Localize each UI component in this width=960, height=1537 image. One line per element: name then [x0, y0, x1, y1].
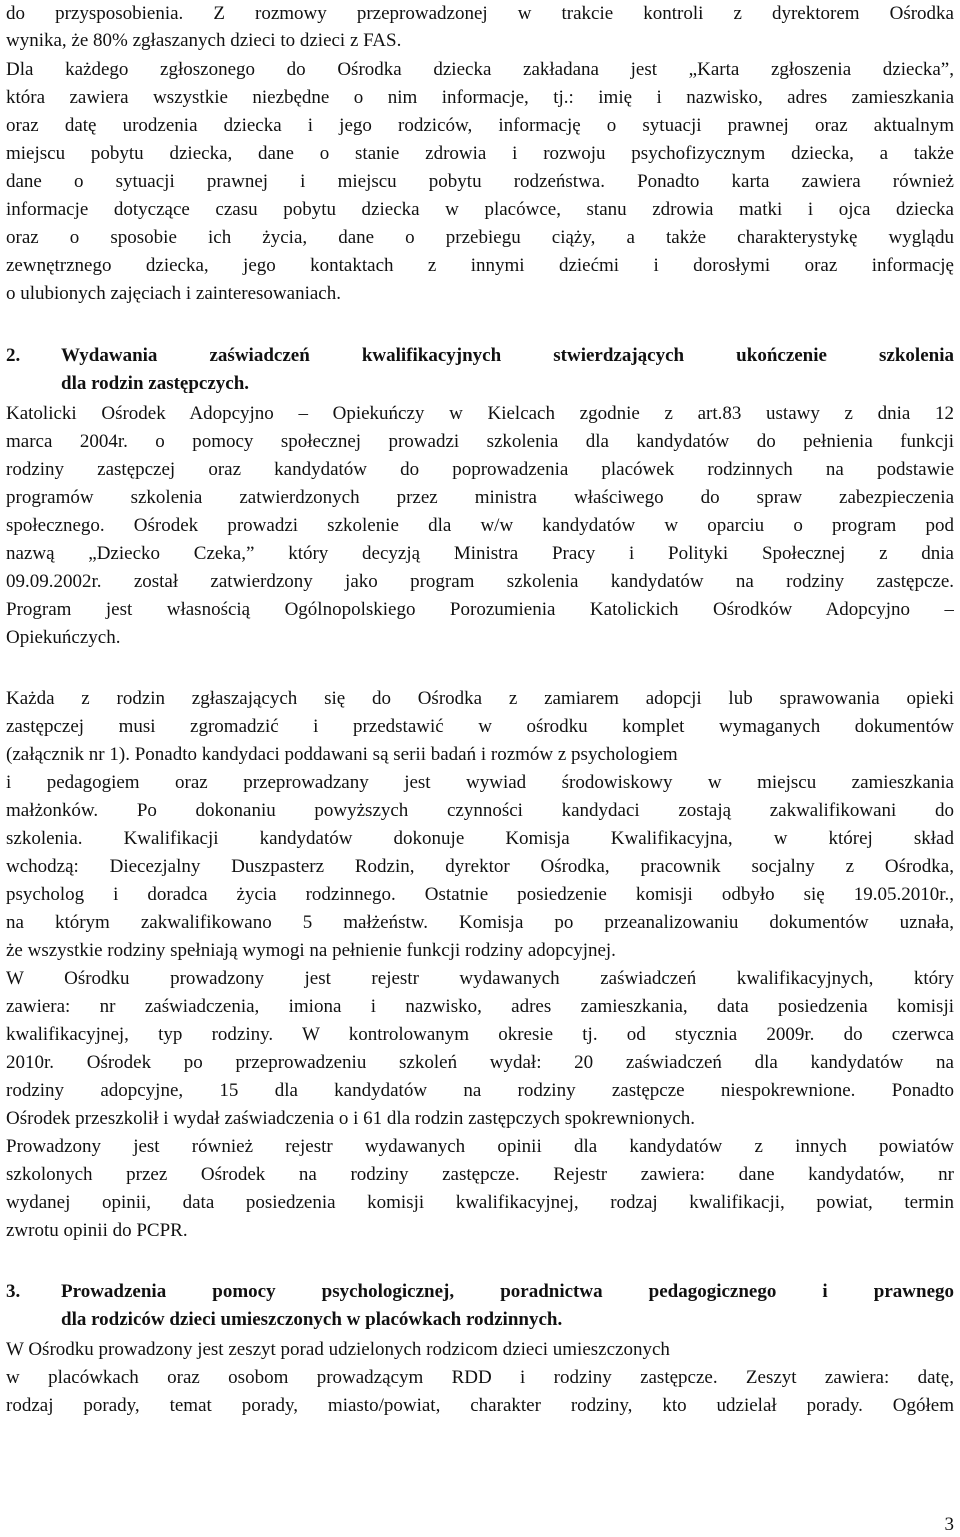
- text-line: i pedagogiem oraz przeprowadzany jest wywiad środowiskowy w miejscu zamieszkania: [6, 772, 954, 793]
- text-line: W Ośrodku prowadzony jest zeszyt porad udzielonych rodzicom dzieci umieszczonych: [6, 1339, 670, 1360]
- text-line: Prowadzony jest również rejestr wydawanych opinii dla kandydatów z innych powiatów: [6, 1136, 954, 1157]
- text-line: 09.09.2002r. został zatwierdzony jako program szkolenia kandydatów na rodziny zastępcze.: [6, 571, 954, 592]
- text-line: małżonków. Po dokonaniu powyższych czynności kandydaci zostają zakwalifikowani do: [6, 800, 954, 821]
- text-line: zawiera: nr zaświadczenia, imiona i nazwisko, adres zamieszkania, data posiedzenia komisji: [6, 996, 954, 1017]
- text-line: szkolonych przez Ośrodek na rodziny zastępcze. Rejestr zawiera: dane kandydatów, nr: [6, 1164, 954, 1185]
- text-line: kwalifikacyjnej, typ rodziny. W kontrolowanym okresie tj. od stycznia 2009r. do czerwca: [6, 1024, 954, 1045]
- text-line: dane o sytuacji prawnej i miejscu pobytu rodzeństwa. Ponadto karta zawiera również: [6, 171, 954, 192]
- text-line: Dla każdego zgłoszonego do Ośrodka dziecka zakładana jest „Karta zgłoszenia dziecka”,: [6, 59, 954, 80]
- text-line: (załącznik nr 1). Ponadto kandydaci poddawani są serii badań i rozmów z psychologiem: [6, 744, 678, 765]
- text-line: Katolicki Ośrodek Adopcyjno – Opiekuńczy w Kielcach zgodnie z art.83 ustawy z dnia 12: [6, 403, 954, 424]
- text-line: zewnętrznego dziecka, jego kontaktach z innymi dziećmi i dorosłymi oraz informację: [6, 255, 954, 276]
- text-line: wchodzą: Diecezjalny Duszpasterz Rodzin, dyrektor Ośrodka, pracownik socjalny z Ośrodka,: [6, 856, 954, 877]
- section-heading: Prowadzenia pomocy psychologicznej, poradnictwa pedagogicznego i prawnego: [61, 1281, 954, 1302]
- text-line: informacje dotyczące czasu pobytu dziecka w placówce, stanu zdrowia matki i ojca dziecka: [6, 199, 954, 220]
- text-line: która zawiera wszystkie niezbędne o nim informacje, tj.: imię i nazwisko, adres zamieszkania: [6, 87, 954, 108]
- text-line: w placówkach oraz osobom prowadzącym RDD i rodziny zastępcze. Zeszyt zawiera: datę,: [6, 1367, 954, 1388]
- text-line: społecznego. Ośrodek prowadzi szkolenie dla w/w kandydatów w oparciu o program pod: [6, 515, 954, 536]
- text-line: nazwą „Dziecko Czeka,” który decyzją Ministra Pracy i Polityki Społecznej z dnia: [6, 543, 954, 564]
- text-line: 2010r. Ośrodek po przeprowadzeniu szkoleń wydał: 20 zaświadczeń dla kandydatów na: [6, 1052, 954, 1073]
- text-line: zwrotu opinii do PCPR.: [6, 1220, 188, 1241]
- text-line: rodzaj porady, temat porady, miasto/powiat, charakter rodziny, kto udzielał porady. Ogółem: [6, 1395, 954, 1416]
- text-line: wynika, że 80% zgłaszanych dzieci to dzieci z FAS.: [6, 30, 402, 51]
- text-line: Każda z rodzin zgłaszających się do Ośrodka z zamiarem adopcji lub sprawowania opieki: [6, 688, 954, 709]
- text-line: W Ośrodku prowadzony jest rejestr wydawanych zaświadczeń kwalifikacyjnych, który: [6, 968, 954, 989]
- text-line: wydanej opinii, data posiedzenia komisji kwalifikacyjnej, rodzaj kwalifikacji, powiat, termin: [6, 1192, 954, 1213]
- text-line: miejscu pobytu dziecka, dane o stanie zdrowia i rozwoju psychofizycznym dziecka, a także: [6, 143, 954, 164]
- section-heading: dla rodzin zastępczych.: [61, 373, 250, 394]
- text-line: Opiekuńczych.: [6, 627, 121, 648]
- text-line: oraz o sposobie ich życia, dane o przebiegu ciąży, a także charakterystykę wyglądu: [6, 227, 954, 248]
- text-line: na którym zakwalifikowano 5 małżeństw. Komisja po przeanalizowaniu dokumentów uznała,: [6, 912, 954, 933]
- text-line: o ulubionych zajęciach i zainteresowaniach.: [6, 283, 341, 304]
- section-number: 2.: [6, 345, 21, 366]
- page-number: 3: [944, 1514, 954, 1535]
- text-line: rodziny zastępczej oraz kandydatów do poprowadzenia placówek rodzinnych na podstawie: [6, 459, 954, 480]
- text-line: że wszystkie rodziny spełniają wymogi na pełnienie funkcji rodziny adopcyjnej.: [6, 940, 616, 961]
- section-number: 3.: [6, 1281, 21, 1302]
- text-line: oraz datę urodzenia dziecka i jego rodziców, informację o sytuacji prawnej oraz aktualnym: [6, 115, 954, 136]
- section-heading: dla rodziców dzieci umieszczonych w placówkach rodzinnych.: [61, 1309, 563, 1330]
- text-line: rodziny adopcyjne, 15 dla kandydatów na rodziny zastępcze niespokrewnione. Ponadto: [6, 1080, 954, 1101]
- text-line: zastępczej musi zgromadzić i przedstawić w ośrodku komplet wymaganych dokumentów: [6, 716, 954, 737]
- text-line: Program jest własnością Ogólnopolskiego Porozumienia Katolickich Ośrodków Adopcyjno –: [6, 599, 954, 620]
- text-line: psycholog i doradca życia rodzinnego. Ostatnie posiedzenie komisji odbyło się 19.05.2010r.,: [6, 884, 954, 905]
- text-line: programów szkolenia zatwierdzonych przez ministra właściwego do spraw zabezpieczenia: [6, 487, 954, 508]
- text-line: Ośrodek przeszkolił i wydał zaświadczenia o i 61 dla rodzin zastępczych spokrewnionych.: [6, 1108, 696, 1129]
- section-heading: Wydawania zaświadczeń kwalifikacyjnych stwierdzających ukończenie szkolenia: [61, 345, 954, 366]
- text-line: marca 2004r. o pomocy społecznej prowadzi szkolenia dla kandydatów do pełnienia funkcji: [6, 431, 954, 452]
- text-line: szkolenia. Kwalifikacji kandydatów dokonuje Komisja Kwalifikacyjna, w której skład: [6, 828, 954, 849]
- text-line: do przysposobienia. Z rozmowy przeprowadzonej w trakcie kontroli z dyrektorem Ośrodka: [6, 3, 954, 24]
